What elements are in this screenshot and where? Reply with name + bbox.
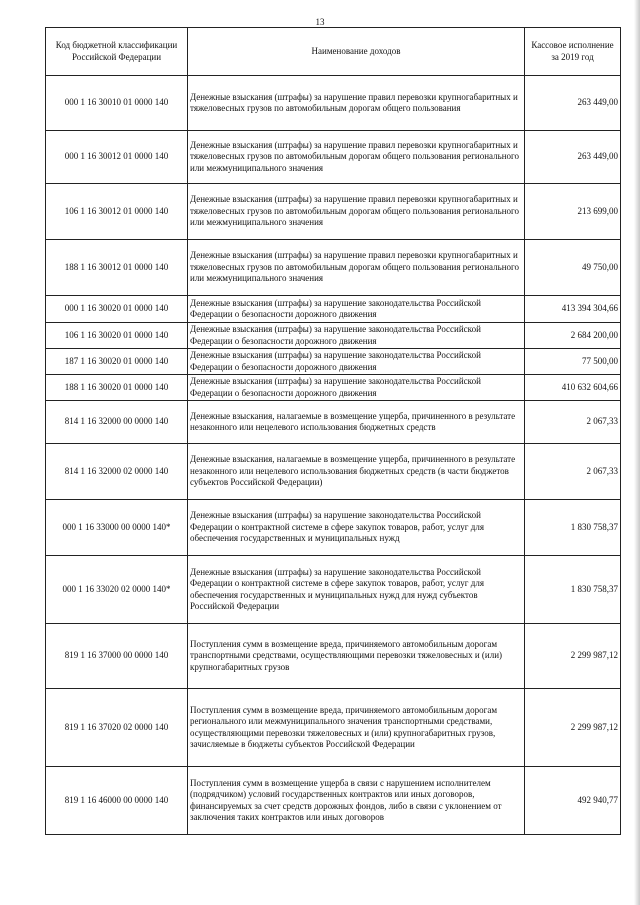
row-code: 814 1 16 32000 00 0000 140 bbox=[46, 401, 188, 444]
row-amount: 2 067,33 bbox=[525, 444, 621, 500]
row-amount: 410 632 604,66 bbox=[525, 375, 621, 401]
row-code: 000 1 16 30012 01 0000 140 bbox=[46, 131, 188, 184]
row-name: Поступления сумм в возмещение вреда, причиняемого автомобильным дорогам регионального или межмуниципального значения транспортными средствами, осуществляющими перевозки тяжеловесных и (или) крупногабаритных грузов, зачисляемые в бюджеты субъектов Российской Федерации bbox=[188, 689, 525, 767]
row-code: 187 1 16 30020 01 0000 140 bbox=[46, 349, 188, 375]
page-number: 13 bbox=[315, 17, 325, 27]
row-name: Денежные взыскания (штрафы) за нарушение законодательства Российской Федерации о контрактной системе в сфере закупок товаров, работ, услуг для обеспечения государственных и муниципальных нужд для нужд субъектов Российской Федерации bbox=[188, 556, 525, 624]
table-row bbox=[46, 131, 621, 184]
row-name: Денежные взыскания (штрафы) за нарушение законодательства Российской Федерации о контрактной системе в сфере закупок товаров, работ, услуг для обеспечения государственных и муниципальных нужд bbox=[188, 500, 525, 556]
row-name: Денежные взыскания (штрафы) за нарушение законодательства Российской Федерации о безопасности дорожного движения bbox=[188, 323, 525, 349]
row-name: Денежные взыскания (штрафы) за нарушение правил перевозки крупногабаритных и тяжеловесных грузов по автомобильным дорогам общего пользования регионального или межмуниципального значения bbox=[188, 184, 525, 240]
row-amount: 413 394 304,66 bbox=[525, 296, 621, 323]
header-code: Код бюджетной классификации Российской Федерации bbox=[46, 28, 188, 76]
row-name: Денежные взыскания (штрафы) за нарушение правил перевозки крупногабаритных и тяжеловесных грузов по автомобильным дорогам общего пользования bbox=[188, 76, 525, 131]
row-code: 188 1 16 30012 01 0000 140 bbox=[46, 240, 188, 296]
row-code: 819 1 16 37000 00 0000 140 bbox=[46, 624, 188, 689]
table-row bbox=[46, 323, 621, 349]
table-row bbox=[46, 349, 621, 375]
scan-edge-shadow bbox=[634, 0, 640, 905]
row-amount: 2 299 987,12 bbox=[525, 624, 621, 689]
table-row bbox=[46, 444, 621, 500]
row-code: 106 1 16 30020 01 0000 140 bbox=[46, 323, 188, 349]
row-amount: 263 449,00 bbox=[525, 76, 621, 131]
table-row bbox=[46, 76, 621, 131]
table-row bbox=[46, 401, 621, 444]
row-name: Денежные взыскания (штрафы) за нарушение законодательства Российской Федерации о безопасности дорожного движения bbox=[188, 375, 525, 401]
row-name: Денежные взыскания (штрафы) за нарушение законодательства Российской Федерации о безопасности дорожного движения bbox=[188, 296, 525, 323]
table-row bbox=[46, 767, 621, 835]
row-code: 188 1 16 30020 01 0000 140 bbox=[46, 375, 188, 401]
row-name: Денежные взыскания (штрафы) за нарушение правил перевозки крупногабаритных и тяжеловесных грузов по автомобильным дорогам общего пользования регионального или межмуниципального значения bbox=[188, 131, 525, 184]
row-amount: 263 449,00 bbox=[525, 131, 621, 184]
table-row bbox=[46, 240, 621, 296]
row-name: Денежные взыскания (штрафы) за нарушение правил перевозки крупногабаритных и тяжеловесных грузов по автомобильным дорогам общего пользования регионального или межмуниципального значения bbox=[188, 240, 525, 296]
table-body bbox=[46, 76, 621, 835]
row-amount: 1 830 758,37 bbox=[525, 556, 621, 624]
row-code: 000 1 16 30020 01 0000 140 bbox=[46, 296, 188, 323]
row-amount: 2 684 200,00 bbox=[525, 323, 621, 349]
revenue-table bbox=[45, 27, 621, 835]
row-name: Денежные взыскания (штрафы) за нарушение законодательства Российской Федерации о безопасности дорожного движения bbox=[188, 349, 525, 375]
row-name: Поступления сумм в возмещение вреда, причиняемого автомобильным дорогам транспортными средствами, осуществляющими перевозки тяжеловесных и (или) крупногабаритных грузов bbox=[188, 624, 525, 689]
table-row bbox=[46, 375, 621, 401]
row-amount: 1 830 758,37 bbox=[525, 500, 621, 556]
table-row bbox=[46, 624, 621, 689]
row-name: Поступления сумм в возмещение ущерба в связи с нарушением исполнителем (подрядчиком) условий государственных контрактов или иных договоров, финансируемых за счет средств дорожных фондов, либо в связи с уклонением от заключения таких контрактов или иных договоров bbox=[188, 767, 525, 835]
table-row bbox=[46, 184, 621, 240]
row-code: 000 1 16 30010 01 0000 140 bbox=[46, 76, 188, 131]
table-header bbox=[46, 28, 621, 76]
row-name: Денежные взыскания, налагаемые в возмещение ущерба, причиненного в результате незаконного или нецелевого использования бюджетных средств (в части бюджетов субъектов Российской Федерации) bbox=[188, 444, 525, 500]
row-code: 106 1 16 30012 01 0000 140 bbox=[46, 184, 188, 240]
row-code: 819 1 16 37020 02 0000 140 bbox=[46, 689, 188, 767]
row-amount: 213 699,00 bbox=[525, 184, 621, 240]
row-amount: 49 750,00 bbox=[525, 240, 621, 296]
row-code: 819 1 16 46000 00 0000 140 bbox=[46, 767, 188, 835]
row-amount: 2 299 987,12 bbox=[525, 689, 621, 767]
table-row bbox=[46, 500, 621, 556]
row-code: 814 1 16 32000 02 0000 140 bbox=[46, 444, 188, 500]
row-amount: 77 500,00 bbox=[525, 349, 621, 375]
header-name: Наименование доходов bbox=[188, 28, 525, 76]
table-row bbox=[46, 556, 621, 624]
row-amount: 492 940,77 bbox=[525, 767, 621, 835]
table-row bbox=[46, 689, 621, 767]
row-amount: 2 067,33 bbox=[525, 401, 621, 444]
row-code: 000 1 16 33020 02 0000 140* bbox=[46, 556, 188, 624]
row-code: 000 1 16 33000 00 0000 140* bbox=[46, 500, 188, 556]
table-row bbox=[46, 296, 621, 323]
row-name: Денежные взыскания, налагаемые в возмещение ущерба, причиненного в результате незаконного или нецелевого использования бюджетных средств bbox=[188, 401, 525, 444]
header-amount: Кассовое исполнение за 2019 год bbox=[525, 28, 621, 76]
